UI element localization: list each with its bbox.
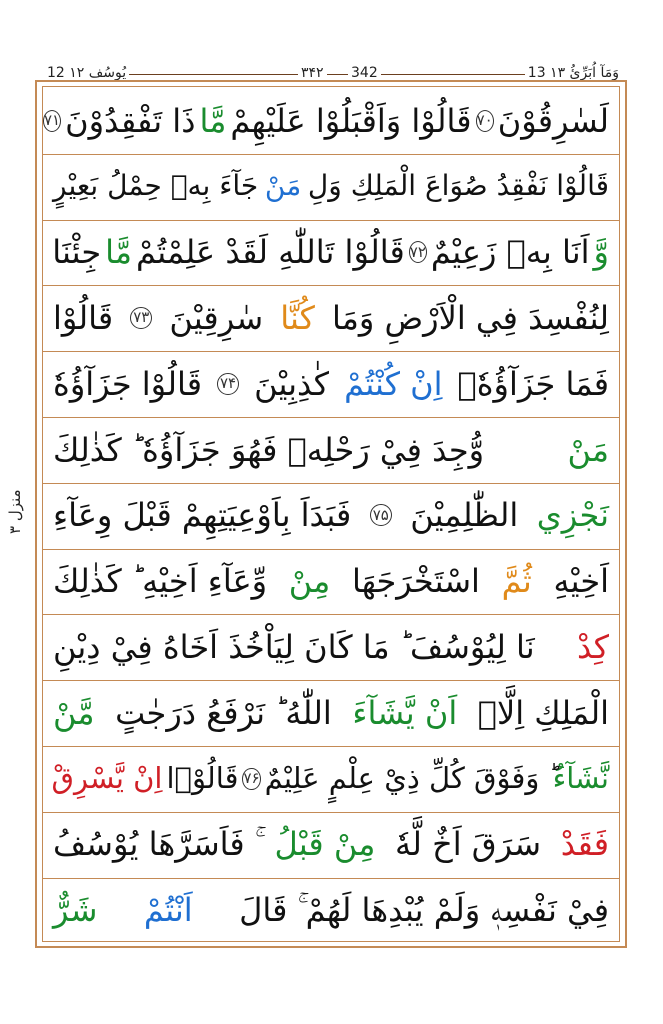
text-line [43,680,619,745]
line-divider [43,417,619,418]
verse-text-segment: اللّٰهُ ؕ نَرْفَعُ دَرَجٰتٍ [115,693,332,732]
line-divider [43,746,619,747]
line-divider [43,285,619,286]
verse-text-segment: قَالُوْا [53,298,114,337]
text-line [43,88,619,153]
verse-text-segment: اَنَا بِهٖ زَعِيْمٌ [430,233,590,272]
verse-text-segment: فِيْ نَفْسِهٖ وَلَمْ يُبْدِهَا لَهُمْ ۚ قَالَ [239,891,609,930]
verse-text-segment: وَّ [593,233,609,272]
verse-text-segment: اِنْ يَّسْرِقْ [51,761,163,795]
header-surah-label: 12 یُوسُف ۱۲ [44,64,129,82]
verse-text-segment: نَّشَآءُ [552,761,609,795]
verse-text-segment: الْمَلِكِ اِلَّاۤ [477,693,609,732]
line-divider [43,680,619,681]
text-line [43,878,619,943]
verse-text-segment: اَنْتُمْ [143,891,193,930]
ayah-number-marker: ۷۳ [130,307,152,329]
verse-text-segment: اَخِيْهِ [553,562,609,601]
verse-text-segment: قَالُوْا تَاللّٰهِ لَقَدْ عَلِمْتُمْ [136,233,405,272]
text-line [43,549,619,614]
text-line [43,812,619,877]
ayah-number-marker: ۷۰ [476,110,494,132]
verse-text-segment: جِئْنَا [52,233,102,272]
verse-text-segment: ثُمَّ [501,562,532,601]
verse-text-segment: لِنُفْسِدَ فِي الْاَرْضِ وَمَا [331,298,609,337]
verse-text-segment: فَقَدْ [560,825,609,864]
manzil-marker: منزل ۳ [6,489,24,535]
verse-text-segment: اَنْ يَّشَآءَ [352,693,458,732]
ayah-number-marker: ۷۴ [217,373,239,395]
verse-text-segment: مَّنْ [53,693,95,732]
verse-text-segment: سٰرِقِيْنَ [169,298,264,337]
ayah-number-marker: ۷۵ [370,504,392,526]
ayah-number-marker: ۷۱ [43,110,61,132]
text-line [43,351,619,416]
verse-text-segment: ذَا تَفْقِدُوْنَ [65,101,196,140]
line-divider [43,614,619,615]
verse-text-segment: فَبَدَاَ بِاَوْعِيَتِهِمْ قَبْلَ وِعَآءِ [53,496,352,535]
line-divider [43,351,619,352]
verse-text-segment: اسْتَخْرَجَهَا [351,562,480,601]
verse-text-segment: كُنَّا [280,298,315,337]
text-line [43,746,619,811]
line-divider [43,878,619,879]
verse-text-segment: الظّٰلِمِيْنَ [410,496,519,535]
ayah-number-marker: ۷۲ [409,241,427,263]
verse-text-segment: جَآءَ بِهٖ حِمْلُ بَعِيْرٍ [53,169,259,203]
verse-text-segment: وُّجِدَ فِيْ رَحْلِهٖ فَهُوَ جَزَآؤُهٗ ؕ كَذٰلِكَ [53,430,485,469]
text-line [43,154,619,219]
text-line [43,285,619,350]
text-line [43,483,619,548]
verse-text-segment: كٰذِبِيْنَ [254,364,330,403]
verse-text-segment: قَالُوْا وَاَقْبَلُوْا عَلَيْهِمْ [230,101,472,140]
verse-text-segment: ؕ وَفَوْقَ كُلِّ ذِيْ عِلْمٍ عَلِيْمٌ [264,761,549,795]
verse-text-segment: مَنْ [264,169,302,203]
text-line [43,417,619,482]
verse-text-segment: مَّا [105,233,132,272]
text-line [43,220,619,285]
header-juz-label: 13 وَمَآ اُبَرِّئُ ۱۳ [525,64,622,82]
verse-text-segment: فَمَا جَزَآؤُهٗۤ [457,364,609,403]
verse-text-segment: ۚ فَاَسَرَّهَا يُوْسُفُ [53,825,255,864]
verse-text-segment: اِنْ كُنْتُمْ [344,364,443,403]
line-divider [43,154,619,155]
verse-text-segment: نَجْزِي [536,496,609,535]
header-page-number: 342 [348,64,381,82]
verse-text-segment: مِنْ قَبْلُ [274,825,376,864]
verse-text-segment: شَرٌّ [53,891,98,930]
verse-text-segment: مَّا [199,101,227,140]
line-divider [43,220,619,221]
line-divider [43,483,619,484]
verse-text-segment: قَالُوْا نَفْقِدُ صُوَاعَ الْمَلِكِ وَلِ [307,169,609,203]
verse-text-segment: وِّعَآءِ اَخِيْهِ ؕ كَذٰلِكَ [53,562,268,601]
verse-text-segment: قَالُوْا جَزَآؤُهٗ [53,364,202,403]
verse-text-segment: مَنْ [567,430,609,469]
header-page-urdu: ۳۴۲ [298,64,327,82]
verse-text-segment: مِنْ [288,562,331,601]
line-divider [43,549,619,550]
verse-text-segment: لَسٰرِقُوْنَ [497,101,609,140]
verse-text-segment: قَالُوْۤا [166,761,239,795]
verse-text-segment: سَرَقَ اَخٌ لَّهٗ [395,825,542,864]
verse-text-segment: كِدْ [576,627,609,666]
line-divider [43,812,619,813]
text-line [43,614,619,679]
verse-text-segment: نَا لِيُوْسُفَ ؕ مَا كَانَ لِيَاْخُذَ اَخَاهُ فِيْ دِيْنِ [53,627,535,666]
ayah-number-marker: ۷۶ [242,768,260,790]
